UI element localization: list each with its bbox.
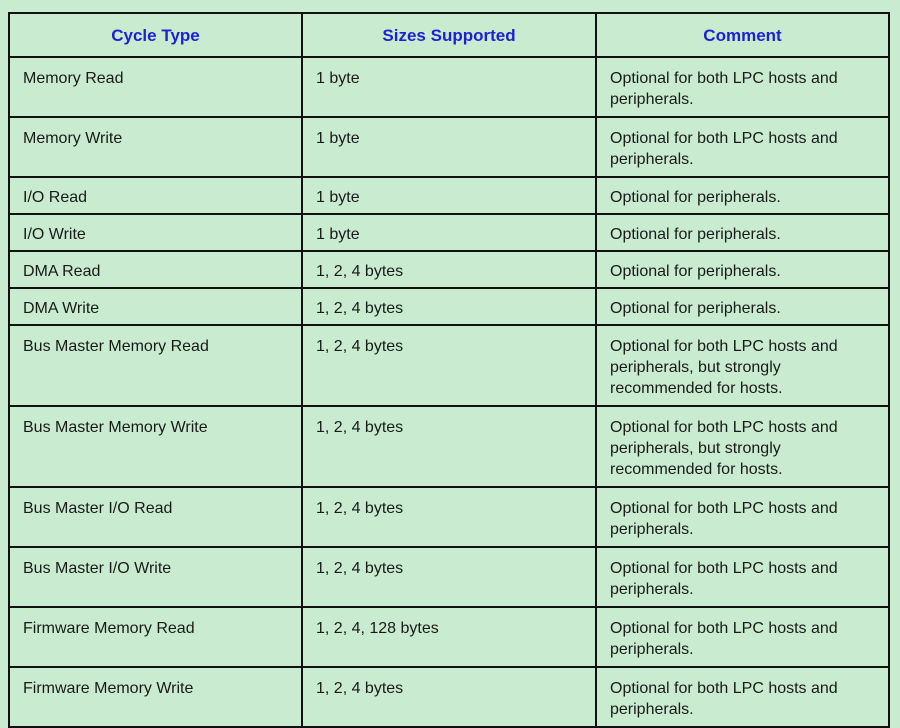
header-cycle-type: Cycle Type <box>9 13 302 57</box>
table-row <box>9 214 889 251</box>
comment-cell: Optional for both LPC hosts and peripherals. <box>596 547 889 607</box>
table-row <box>9 607 889 667</box>
table-row <box>9 288 889 325</box>
cycle-type-cell: Bus Master I/O Read <box>9 487 302 547</box>
table-row <box>9 117 889 177</box>
cycle-types-table-wrapper <box>8 12 890 728</box>
sizes-cell: 1, 2, 4 bytes <box>302 667 596 727</box>
table-row <box>9 487 889 547</box>
cycle-type-cell: Bus Master Memory Write <box>9 406 302 487</box>
table-row <box>9 57 889 117</box>
cycle-type-cell: Memory Write <box>9 117 302 177</box>
sizes-cell: 1, 2, 4 bytes <box>302 251 596 288</box>
sizes-cell: 1 byte <box>302 214 596 251</box>
cycle-types-table <box>8 12 890 728</box>
comment-cell: Optional for both LPC hosts and peripherals. <box>596 487 889 547</box>
sizes-cell: 1, 2, 4, 128 bytes <box>302 607 596 667</box>
comment-cell: Optional for both LPC hosts and peripherals. <box>596 667 889 727</box>
cycle-type-cell: Bus Master I/O Write <box>9 547 302 607</box>
sizes-cell: 1, 2, 4 bytes <box>302 547 596 607</box>
sizes-cell: 1 byte <box>302 177 596 214</box>
sizes-cell: 1 byte <box>302 57 596 117</box>
cycle-type-cell: Bus Master Memory Read <box>9 325 302 406</box>
comment-cell: Optional for both LPC hosts and peripherals. <box>596 607 889 667</box>
sizes-cell: 1, 2, 4 bytes <box>302 487 596 547</box>
cycle-type-cell: I/O Read <box>9 177 302 214</box>
sizes-cell: 1, 2, 4 bytes <box>302 288 596 325</box>
cycle-type-cell: DMA Write <box>9 288 302 325</box>
table-row <box>9 177 889 214</box>
cycle-type-cell: Firmware Memory Write <box>9 667 302 727</box>
cycle-type-cell: Memory Read <box>9 57 302 117</box>
comment-cell: Optional for peripherals. <box>596 251 889 288</box>
sizes-cell: 1 byte <box>302 117 596 177</box>
cycle-type-cell: DMA Read <box>9 251 302 288</box>
sizes-cell: 1, 2, 4 bytes <box>302 325 596 406</box>
comment-cell: Optional for both LPC hosts and peripherals. <box>596 117 889 177</box>
comment-cell: Optional for both LPC hosts and peripherals, but strongly recommended for hosts. <box>596 406 889 487</box>
comment-cell: Optional for peripherals. <box>596 177 889 214</box>
cycle-type-cell: I/O Write <box>9 214 302 251</box>
sizes-cell: 1, 2, 4 bytes <box>302 406 596 487</box>
table-header-row <box>9 13 889 57</box>
header-comment: Comment <box>596 13 889 57</box>
comment-cell: Optional for peripherals. <box>596 214 889 251</box>
cycle-type-cell: Firmware Memory Read <box>9 607 302 667</box>
comment-cell: Optional for peripherals. <box>596 288 889 325</box>
table-row <box>9 667 889 727</box>
comment-cell: Optional for both LPC hosts and peripherals, but strongly recommended for hosts. <box>596 325 889 406</box>
table-row <box>9 251 889 288</box>
table-row <box>9 406 889 487</box>
comment-cell: Optional for both LPC hosts and peripherals. <box>596 57 889 117</box>
table-row <box>9 547 889 607</box>
header-sizes-supported: Sizes Supported <box>302 13 596 57</box>
table-row <box>9 325 889 406</box>
